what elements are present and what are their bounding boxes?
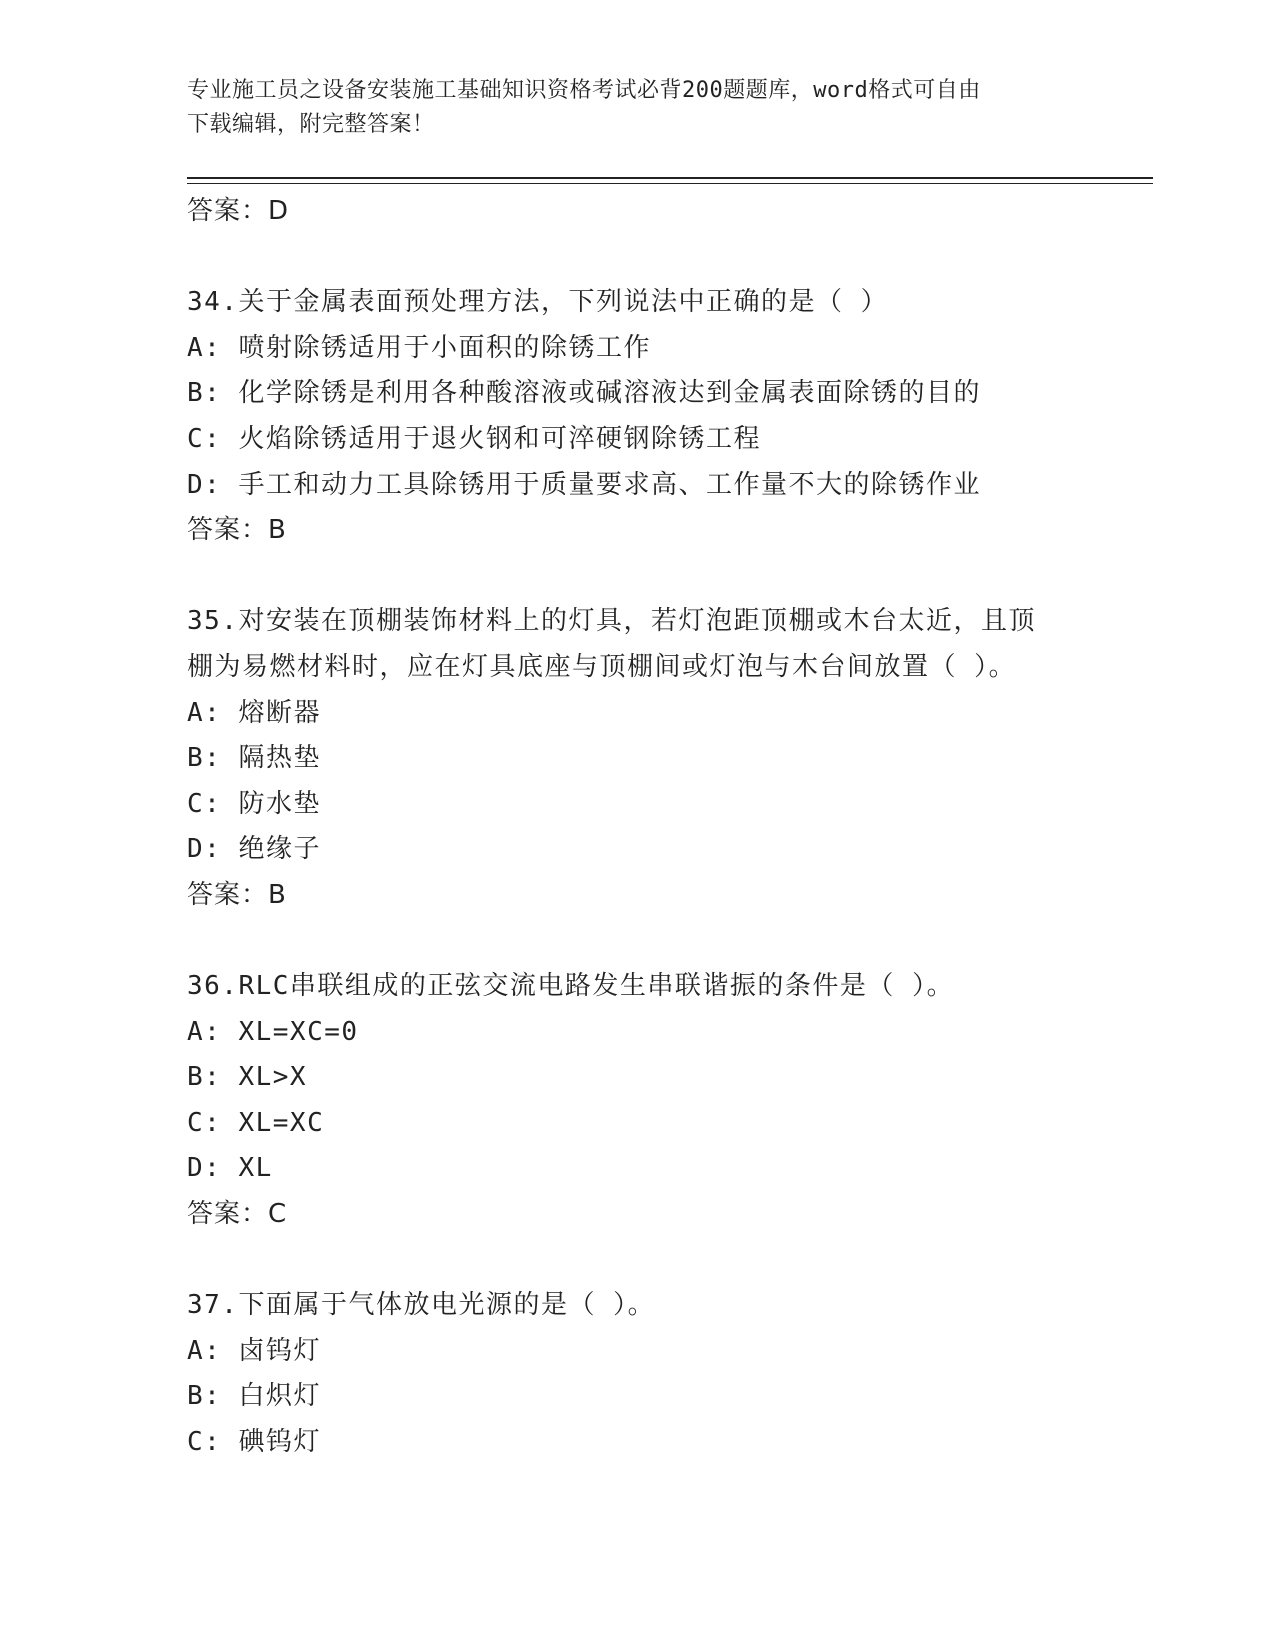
- option-text: D: 绝缘子: [187, 834, 321, 865]
- question-text: 34.关于金属表面预处理方法，下列说法中正确的是（ ）: [187, 287, 889, 318]
- question-text: 35.对安装在顶棚装饰材料上的灯具，若灯泡距顶棚或木台太近，且顶: [187, 606, 1036, 637]
- question-block: [187, 189, 1127, 235]
- question-block: [187, 964, 1127, 1238]
- option-text: B: XL>X: [187, 1062, 308, 1093]
- option-text: D: XL: [187, 1153, 273, 1184]
- page-header: [187, 74, 1087, 142]
- question-block: [187, 1283, 1127, 1465]
- answer-text: 答案：B: [187, 879, 287, 910]
- answer-text: 答案：B: [187, 515, 287, 546]
- question-text: 37.下面属于气体放电光源的是（ ）。: [187, 1290, 656, 1321]
- block-spacer: [187, 554, 1127, 600]
- header-title-line-2: 下载编辑，附完整答案！: [187, 112, 435, 137]
- option-text: C: 防水垫: [187, 788, 321, 819]
- block-spacer: [187, 235, 1127, 281]
- question-block: [187, 280, 1127, 554]
- block-spacer: [187, 1238, 1127, 1284]
- question-text: 棚为易燃材料时，应在灯具底座与顶棚间或灯泡与木台间放置（ ）。: [187, 651, 1017, 682]
- option-text: C: 火焰除锈适用于退火钢和可淬硬钢除锈工程: [187, 423, 761, 454]
- option-text: A: XL=XC=0: [187, 1016, 359, 1047]
- option-text: C: 碘钨灯: [187, 1427, 321, 1458]
- header-title-line-1: 专业施工员之设备安装施工基础知识资格考试必背200题题库，word格式可自由: [187, 78, 981, 103]
- question-list: [187, 189, 1127, 1466]
- option-text: B: 化学除锈是利用各种酸溶液或碱溶液达到金属表面除锈的目的: [187, 378, 981, 409]
- option-text: B: 隔热垫: [187, 743, 321, 774]
- option-text: A: 卤钨灯: [187, 1335, 321, 1366]
- option-text: B: 白炽灯: [187, 1381, 321, 1412]
- option-text: A: 熔断器: [187, 697, 321, 728]
- block-spacer: [187, 919, 1127, 965]
- option-text: A: 喷射除锈适用于小面积的除锈工作: [187, 332, 651, 363]
- header-divider-thin: [187, 183, 1153, 184]
- answer-text: 答案：C: [187, 1199, 288, 1230]
- header-divider-thick: [187, 177, 1153, 179]
- question-text: 36.RLC串联组成的正弦交流电路发生串联谐振的条件是（ ）。: [187, 971, 955, 1002]
- question-block: [187, 599, 1127, 918]
- option-text: C: XL=XC: [187, 1107, 325, 1138]
- answer-text: 答案：D: [187, 196, 290, 226]
- option-text: D: 手工和动力工具除锈用于质量要求高、工作量不大的除锈作业: [187, 469, 981, 500]
